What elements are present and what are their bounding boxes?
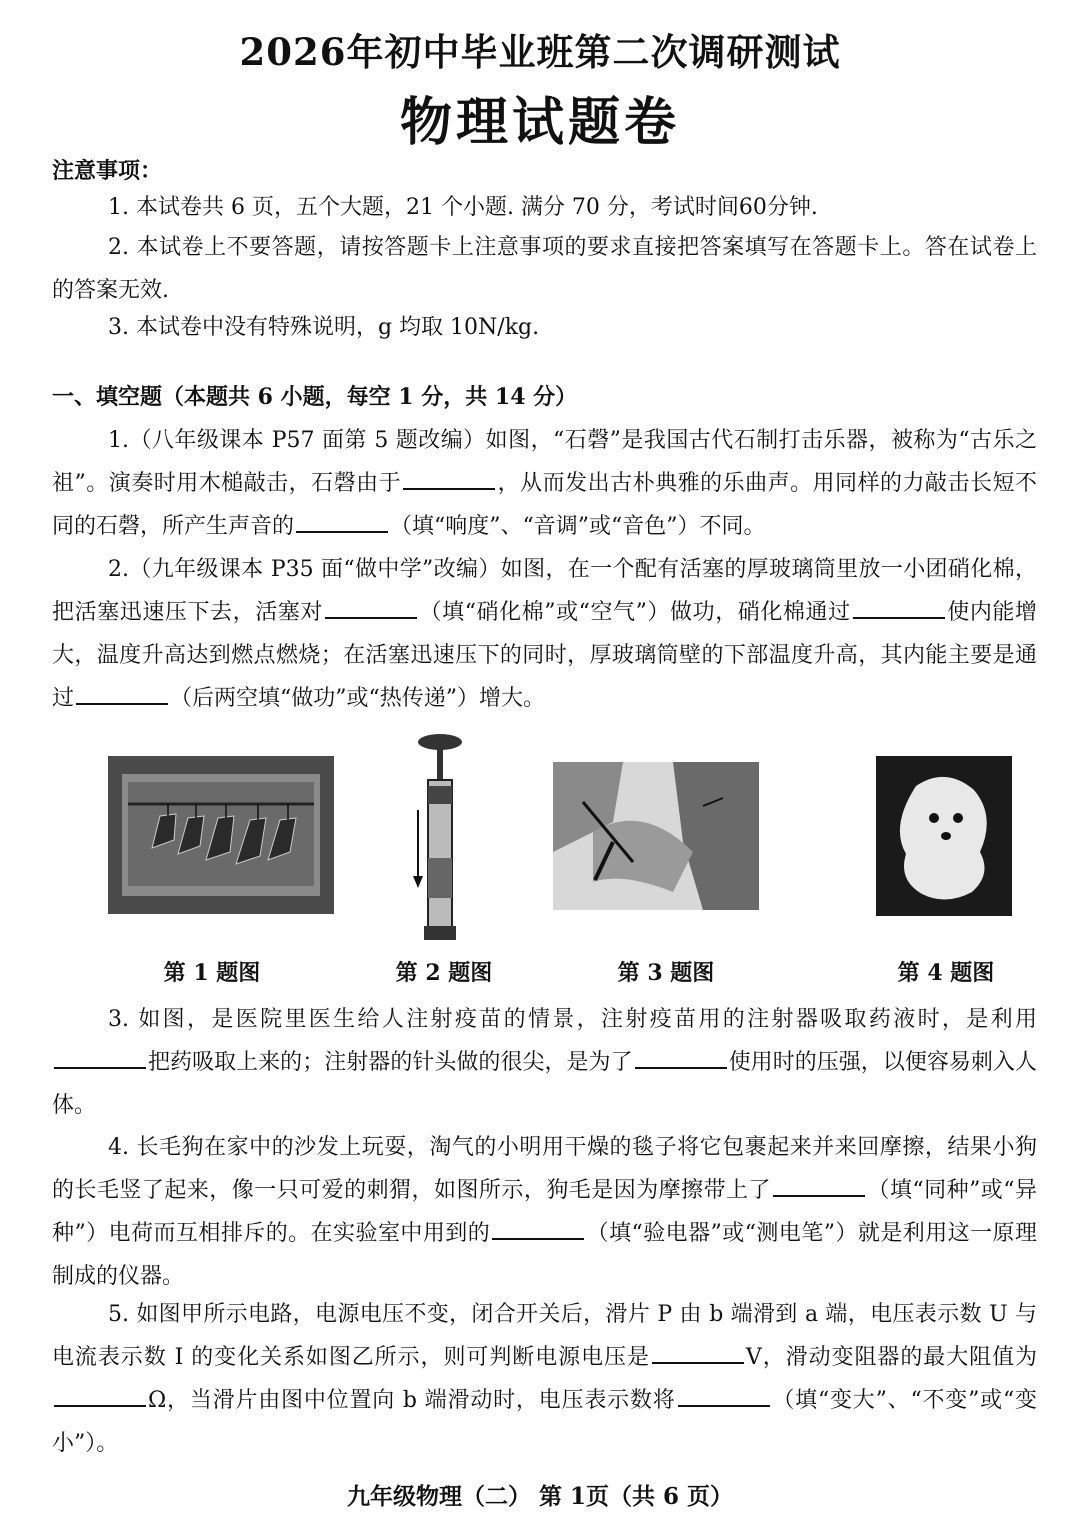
q3-text-1: 3. 如图，是医院里医生给人注射疫苗的情景，注射疫苗用的注射器吸取药液时，是利用 (108, 1007, 1037, 1032)
note-item-2: 2. 本试卷上不要答题，请按答题卡上注意事项的要求直接把答案填写在答题卡上。答在试卷上的答案无效. (52, 235, 1037, 303)
figure-2-caption: 第 2 题图 (395, 960, 493, 986)
q1-text-1: 1.（八年级课本 P57 面第 5 题改编）如图，“石磬”是我国古代石制打击乐器，被称为“古乐之祖”。演奏时用木槌敲击，石磬由于 (52, 428, 1037, 496)
answer-blank (54, 1045, 146, 1069)
answer-blank (635, 1045, 727, 1069)
answer-blank (678, 1383, 770, 1407)
section-heading: 一、填空题（本题共 6 小题，每空 1 分，共 14 分） (52, 384, 578, 410)
answer-blank (773, 1173, 865, 1197)
q3-text-3: 使用时的压强，以便容易刺入人体。 (52, 1050, 1037, 1118)
figure-3-caption: 第 3 题图 (617, 960, 715, 986)
question-3 (52, 998, 1037, 1127)
question-5 (52, 1293, 1037, 1465)
figure-4-caption: 第 4 题图 (897, 960, 995, 986)
note-item-1: 1. 本试卷共 6 页，五个大题，21 个小题. 满分 70 分，考试时间60分钟. (108, 195, 818, 220)
question-4 (52, 1126, 1037, 1298)
answer-blank (76, 681, 168, 705)
answer-blank (54, 1383, 146, 1407)
page-footer: 九年级物理（二） 第 1页（共 6 页） (346, 1483, 734, 1510)
notes-heading: 注意事项： (52, 158, 163, 184)
answer-blank (403, 466, 495, 490)
q3-text-2: 把药吸取上来的；注射器的针头做的很尖，是为了 (148, 1050, 633, 1075)
q2-text-2: （填“硝化棉”或“空气”）做功，硝化棉通过 (418, 600, 851, 625)
question-1 (52, 419, 1037, 548)
q5-text-4: （填“变大”、“不变”或“变小”）。 (52, 1388, 1037, 1456)
q2-text-1: 2.（九年级课本 P35 面“做中学”改编）如图，在一个配有活塞的厚玻璃筒里放一小团硝化棉，把活塞迅速压下去，活塞对 (52, 557, 1037, 625)
q5-text-3: Ω，当滑片由图中位置向 b 端滑动时，电压表示数将 (148, 1388, 676, 1413)
exam-subtitle: 物理试题卷 (399, 92, 680, 153)
answer-blank (325, 595, 417, 619)
note-item-3: 3. 本试卷中没有特殊说明，g 均取 10N/kg. (108, 315, 540, 340)
q4-text-2: （填“同种”或“异种”）电荷而互相排斥的。在实验室中用到的 (52, 1178, 1037, 1246)
figure-4-charged-dog (876, 756, 1012, 916)
q1-text-2: ，从而发出古朴典雅的乐曲声。用同样的力敲击长短不同的石磬，所产生声音的 (52, 471, 1037, 539)
figure-1-caption: 第 1 题图 (163, 960, 261, 986)
q2-text-4: （后两空填“做功”或“热传递”）增大。 (170, 686, 546, 711)
answer-blank (853, 595, 945, 619)
exam-title: 2026年初中毕业班第二次调研测试 (239, 30, 841, 74)
q1-text-3: （填“响度”、“音调”或“音色”）不同。 (390, 514, 766, 539)
q2-text-3: 使内能增大，温度升高达到燃点燃烧；在活塞迅速压下的同时，厚玻璃筒壁的下部温度升高，其内能主要是通过 (52, 600, 1037, 711)
answer-blank (492, 1216, 584, 1240)
question-2 (52, 548, 1037, 720)
figure-1-stone-chime (108, 756, 334, 914)
q4-text-1: 4. 长毛狗在家中的沙发上玩耍，淘气的小明用干燥的毯子将它包裹起来并来回摩擦，结果小狗的长毛竖了起来，像一只可爱的刺猬，如图所示，狗毛是因为摩擦带上了 (52, 1135, 1037, 1203)
answer-blank (652, 1340, 744, 1364)
answer-blank (296, 509, 388, 533)
q4-text-3: （填“验电器”或“测电笔”）就是利用这一原理制成的仪器。 (52, 1221, 1037, 1289)
q5-text-1: 5. 如图甲所示电路，电源电压不变，闭合开关后，滑片 P 由 b 端滑到 a 端，电压表示数 U 与电流表示数 I 的变化关系如图乙所示，则可判断电源电压是 (52, 1302, 1037, 1370)
figure-2-piston-tube (410, 730, 470, 942)
q5-text-2: V，滑动变阻器的最大阻值为 (745, 1345, 1038, 1370)
figure-3-injection-scene (553, 762, 759, 910)
